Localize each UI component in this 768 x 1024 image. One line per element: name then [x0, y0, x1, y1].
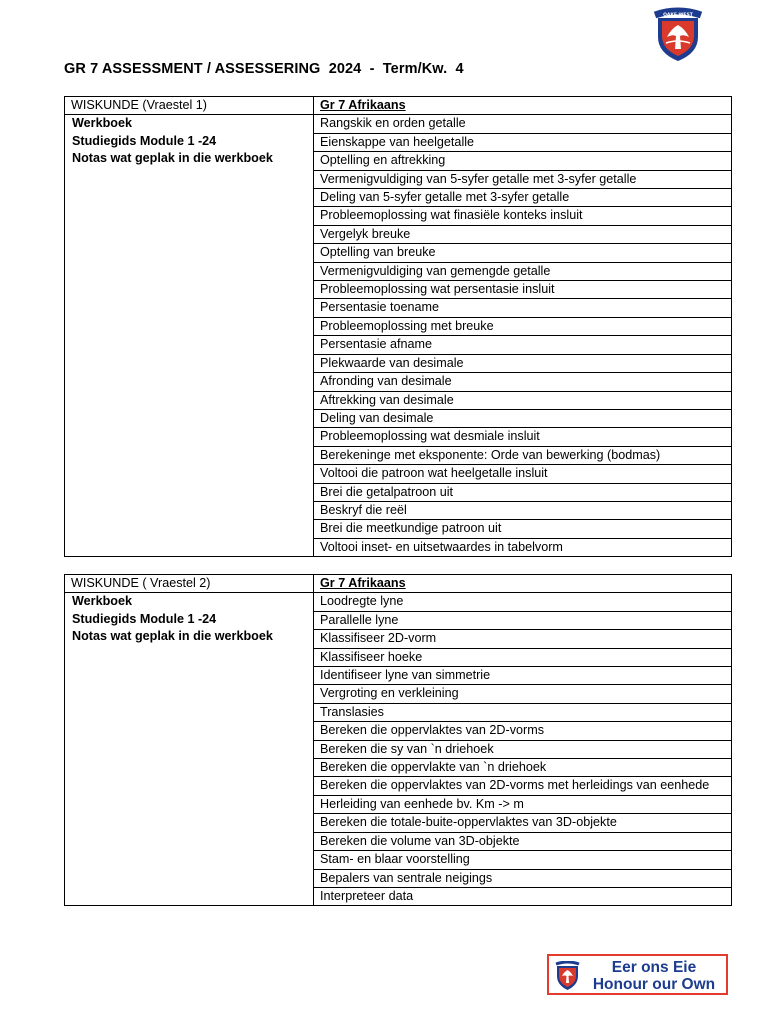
- topic-item: Deling van 5-syfer getalle met 3-syfer getalle: [314, 189, 732, 207]
- motto-line-english: Honour our Own: [592, 976, 716, 993]
- topic-item: Bereken die totale-buite-oppervlaktes van 3D-objekte: [314, 814, 732, 832]
- table-row: [65, 593, 732, 611]
- topic-item: Bereken die oppervlakte van `n driehoek: [314, 759, 732, 777]
- topic-item: Voltooi inset- en uitsetwaardes in tabelvorm: [314, 538, 732, 556]
- material-line: Notas wat geplak in die werkboek: [72, 151, 273, 166]
- school-motto-badge: [547, 954, 728, 995]
- topic-item: Bereken die sy van `n driehoek: [314, 740, 732, 758]
- topic-item: Voltooi die patroon wat heelgetalle insluit: [314, 465, 732, 483]
- material-line: Studiegids Module 1 -24: [72, 611, 217, 626]
- material-line: Werkboek: [72, 116, 132, 131]
- table-header-row: [65, 575, 732, 593]
- small-crest-icon: [554, 961, 581, 991]
- topic-item: Vermenigvuldiging van 5-syfer getalle met 3-syfer getalle: [314, 170, 732, 188]
- topic-item: Probleemoplossing wat persentasie insluit: [314, 281, 732, 299]
- assessment-table-paper-2: [64, 574, 732, 906]
- topic-item: Berekeninge met eksponente: Orde van bewerking (bodmas): [314, 446, 732, 464]
- topic-item: Klassifiseer hoeke: [314, 648, 732, 666]
- materials-cell: [65, 593, 314, 906]
- topic-item: Bereken die oppervlaktes van 2D-vorms: [314, 722, 732, 740]
- subject-header: WISKUNDE (Vraestel 1): [65, 97, 314, 115]
- table-header-row: [65, 97, 732, 115]
- assessment-table-paper-1: [64, 96, 732, 557]
- school-crest-logo: [649, 5, 707, 63]
- topic-item: Rangskik en orden getalle: [314, 115, 732, 133]
- topic-item: Vermenigvuldiging van gemengde getalle: [314, 262, 732, 280]
- table-row: [65, 115, 732, 133]
- topic-item: Optelling van breuke: [314, 244, 732, 262]
- topic-item: Translasies: [314, 703, 732, 721]
- topic-item: Persentasie afname: [314, 336, 732, 354]
- topic-item: Probleemoplossing met breuke: [314, 317, 732, 335]
- topic-item: Afronding van desimale: [314, 373, 732, 391]
- topic-item: Persentasie toename: [314, 299, 732, 317]
- topic-item: Vergroting en verkleining: [314, 685, 732, 703]
- topic-item: Identifiseer lyne van simmetrie: [314, 667, 732, 685]
- materials-cell: [65, 115, 314, 557]
- svg-text:OAKE WEST: OAKE WEST: [663, 13, 693, 18]
- material-line: Werkboek: [72, 594, 132, 609]
- topic-item: Vergelyk breuke: [314, 225, 732, 243]
- topic-item: Bepalers van sentrale neigings: [314, 869, 732, 887]
- topic-item: Loodregte lyne: [314, 593, 732, 611]
- topic-item: Optelling en aftrekking: [314, 152, 732, 170]
- material-line: Notas wat geplak in die werkboek: [72, 629, 273, 644]
- motto-line-afrikaans: Eer ons Eie: [611, 959, 697, 976]
- topic-item: Stam- en blaar voorstelling: [314, 851, 732, 869]
- topic-item: Brei die getalpatroon uit: [314, 483, 732, 501]
- topic-item: Klassifiseer 2D-vorm: [314, 630, 732, 648]
- topic-item: Probleemoplossing wat finasiële konteks insluit: [314, 207, 732, 225]
- topic-item: Plekwaarde van desimale: [314, 354, 732, 372]
- topic-item: Brei die meetkundige patroon uit: [314, 520, 732, 538]
- topic-item: Beskryf die reël: [314, 501, 732, 519]
- topic-item: Eienskappe van heelgetalle: [314, 133, 732, 151]
- grade-language-header: Gr 7 Afrikaans: [314, 575, 732, 593]
- topic-item: Aftrekking van desimale: [314, 391, 732, 409]
- topic-item: Herleiding van eenhede bv. Km -> m: [314, 795, 732, 813]
- grade-language-header: Gr 7 Afrikaans: [314, 97, 732, 115]
- topic-item: Interpreteer data: [314, 887, 732, 905]
- topic-item: Bereken die volume van 3D-objekte: [314, 832, 732, 850]
- topic-item: Parallelle lyne: [314, 611, 732, 629]
- page-title: GR 7 ASSESSMENT / ASSESSERING 2024 - Term/Kw. 4: [64, 61, 464, 77]
- topic-item: Bereken die oppervlaktes van 2D-vorms met herleidings van eenhede: [314, 777, 732, 795]
- material-line: Studiegids Module 1 -24: [72, 133, 217, 148]
- topic-item: Deling van desimale: [314, 409, 732, 427]
- subject-header: WISKUNDE ( Vraestel 2): [65, 575, 314, 593]
- topic-item: Probleemoplossing wat desmiale insluit: [314, 428, 732, 446]
